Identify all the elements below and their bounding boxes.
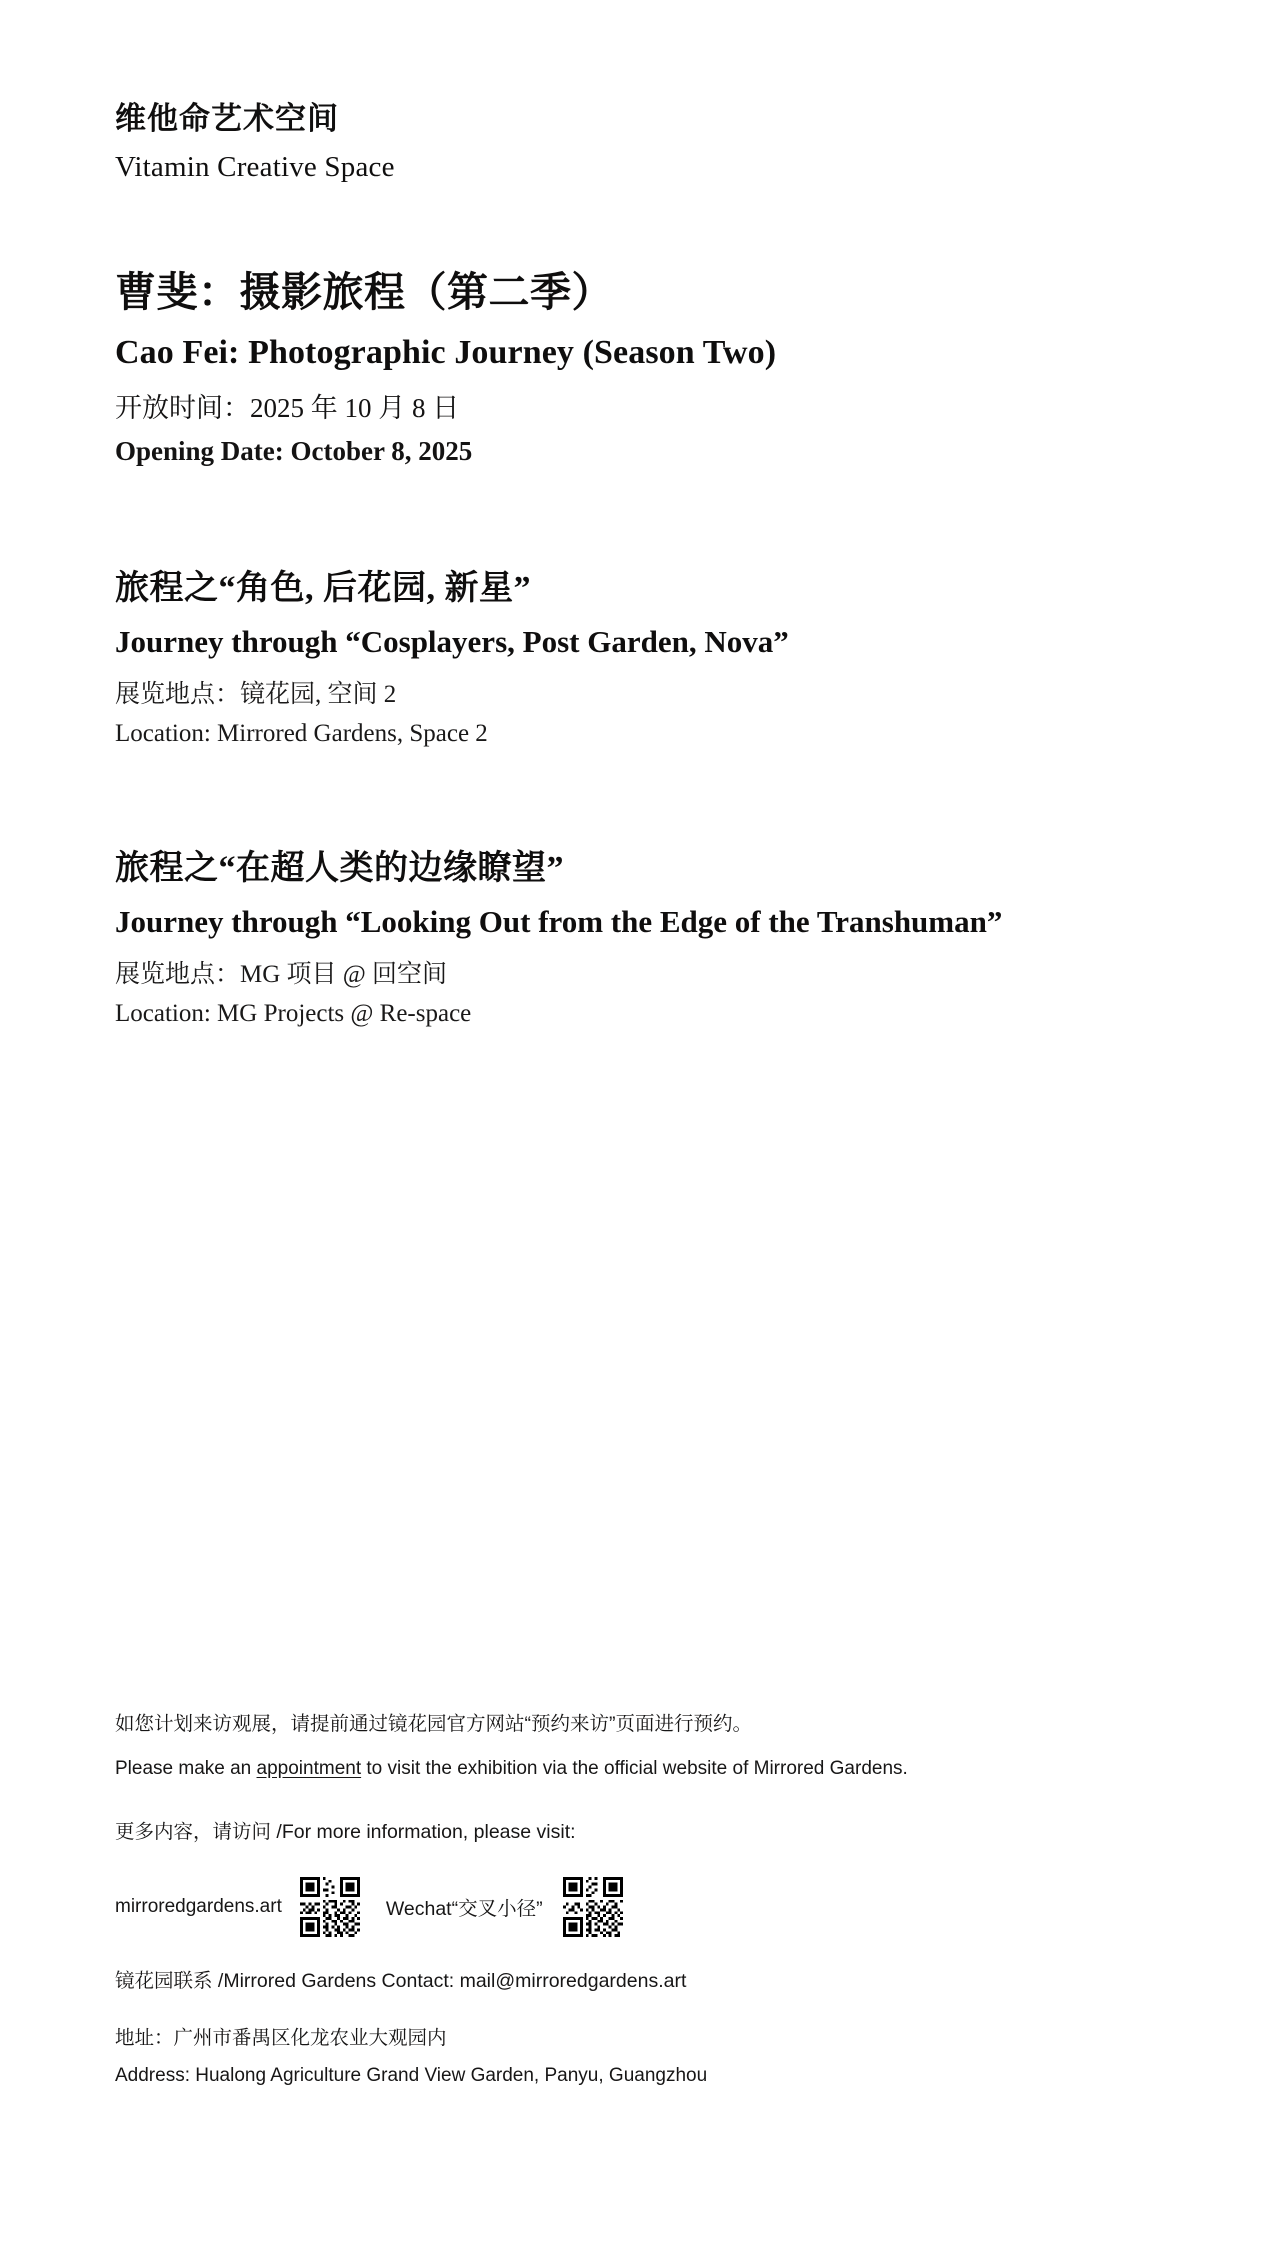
section-title-cn: 旅程之“在超人类的边缘瞭望” bbox=[115, 850, 564, 888]
section-title-en: Journey through “Cosplayers, Post Garden, Nova” bbox=[115, 624, 789, 660]
address-cn: 地址：广州市番禺区化龙农业大观园内 bbox=[115, 2027, 447, 2050]
links-row bbox=[115, 1877, 1180, 1937]
section-location-cn: 展览地点：MG 项目 @ 回空间 bbox=[115, 961, 448, 989]
qr-code-website-icon bbox=[300, 1877, 360, 1937]
wechat-label: Wechat“交叉小径” bbox=[385, 1898, 543, 1920]
opening-date-en: Opening Date: October 8, 2025 bbox=[115, 436, 473, 467]
section-cosplayers bbox=[115, 567, 1165, 751]
section-transhuman bbox=[115, 847, 1165, 1031]
booking-note-cn: 如您计划来访观展，请提前通过镜花园官方网站“预约来访”页面进行预约。 bbox=[115, 1713, 752, 1735]
website-link[interactable]: mirroredgardens.art bbox=[115, 1896, 282, 1917]
booking-note-en-pre: Please make an bbox=[115, 1758, 257, 1780]
organization-name-cn: 维他命艺术空间 bbox=[115, 101, 339, 136]
section-title-cn: 旅程之“角色, 后花园, 新星” bbox=[115, 570, 531, 608]
section-location-en: Location: Mirrored Gardens, Space 2 bbox=[115, 720, 488, 748]
opening-date-cn: 开放时间：2025 年 10 月 8 日 bbox=[115, 392, 460, 423]
contact-email-line[interactable]: 镜花园联系 /Mirrored Gardens Contact: mail@mirroredgardens.art bbox=[115, 1970, 687, 1992]
appointment-link[interactable]: appointment bbox=[256, 1758, 362, 1780]
section-location-en: Location: MG Projects @ Re-space bbox=[115, 1000, 472, 1028]
organization-name-en: Vitamin Creative Space bbox=[115, 150, 395, 183]
masthead bbox=[115, 0, 1165, 186]
booking-note-en bbox=[115, 1755, 1180, 1784]
exhibition-title-cn: 曹斐：摄影旅程（第二季） bbox=[115, 269, 613, 316]
section-location-cn: 展览地点：镜花园, 空间 2 bbox=[115, 681, 397, 709]
section-title-en: Journey through “Looking Out from the Edge of the Transhuman” bbox=[115, 904, 1003, 940]
footer bbox=[115, 1710, 1180, 2090]
exhibition-title-block bbox=[115, 266, 1165, 471]
address-en: Address: Hualong Agriculture Grand View Garden, Panyu, Guangzhou bbox=[115, 2064, 708, 2086]
qr-code-wechat-icon bbox=[563, 1877, 623, 1937]
exhibition-title-en: Cao Fei: Photographic Journey (Season Two) bbox=[115, 333, 777, 371]
booking-note-en-post: to visit the exhibition via the official website of Mirrored Gardens. bbox=[361, 1758, 908, 1780]
more-info-label: 更多内容，请访问 /For more information, please visit: bbox=[115, 1820, 576, 1843]
